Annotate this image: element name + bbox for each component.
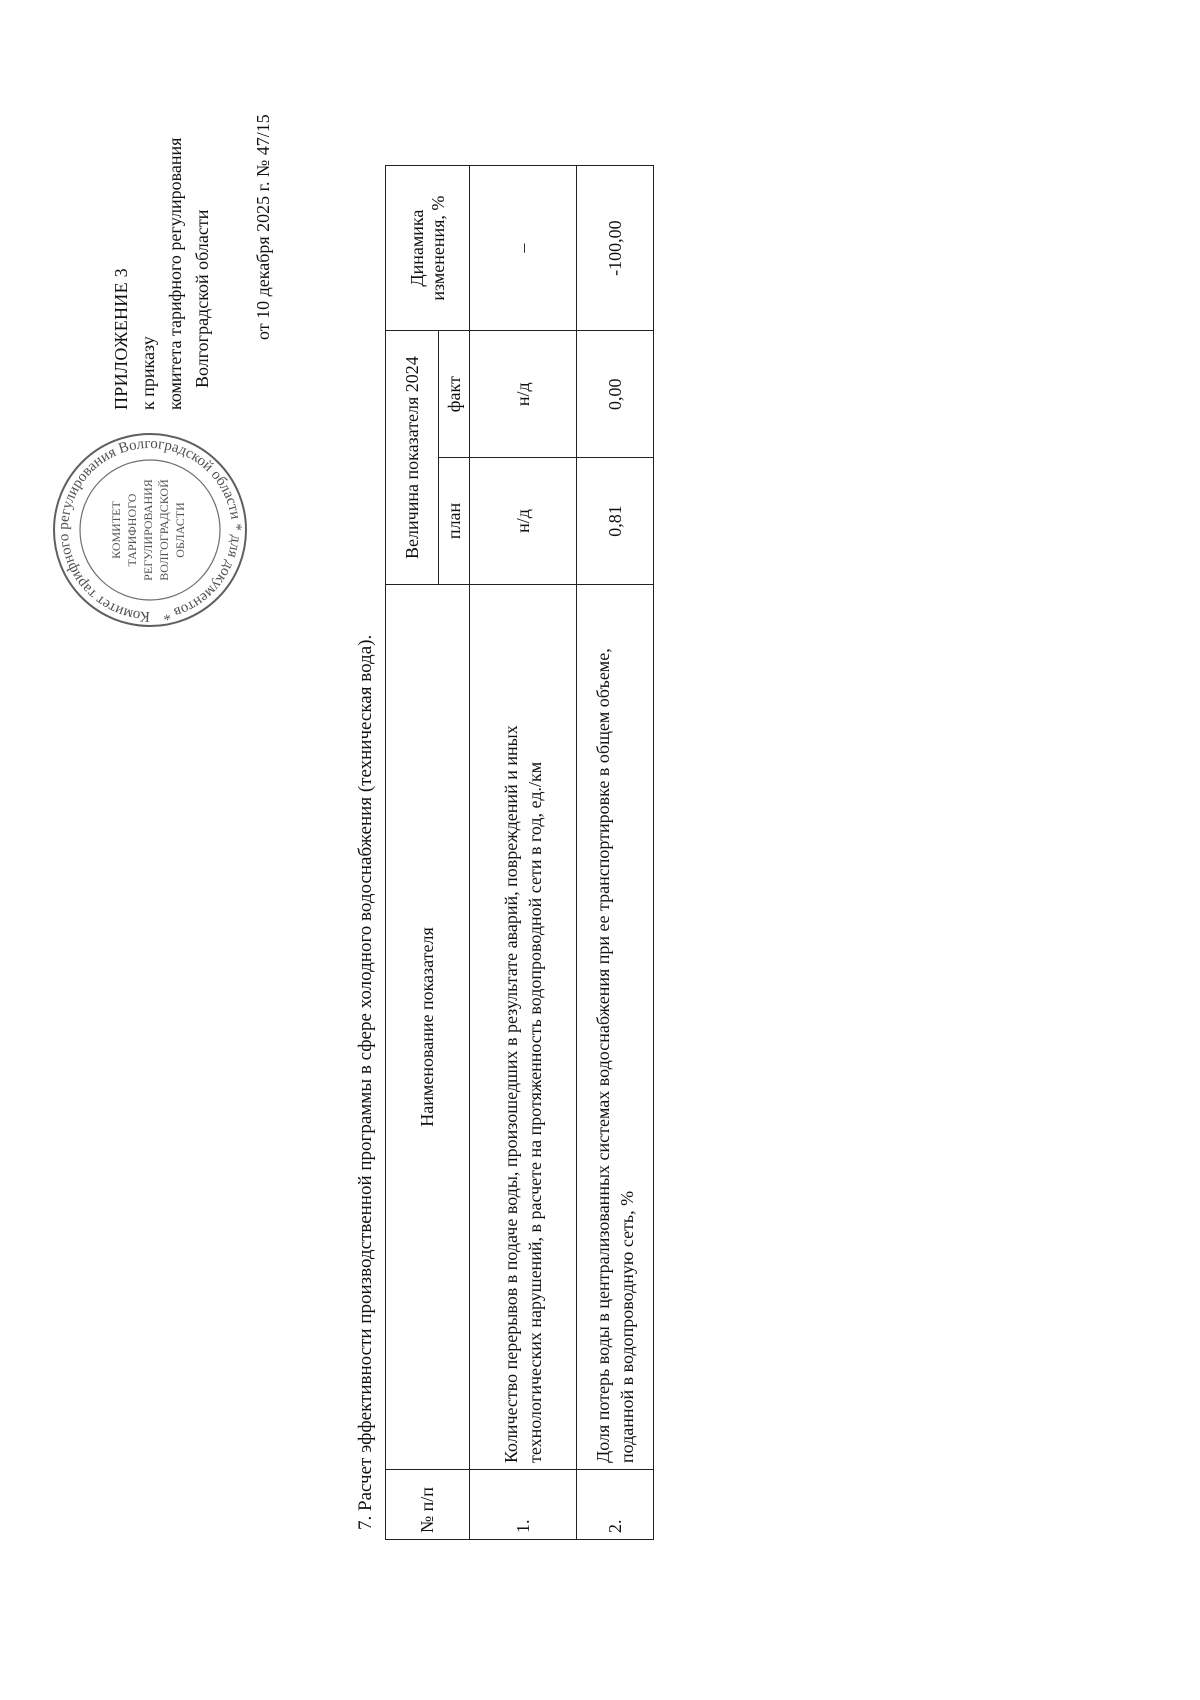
to-order-label: к приказу: [138, 336, 158, 410]
svg-text:Комитет тарифного регулировани: Комитет тарифного регулирования Волгоградской области * для документов *: [55, 435, 245, 625]
row-fact: 0,00: [577, 331, 654, 458]
row-fact: н/д: [470, 331, 577, 458]
committee-label: комитета тарифного регулирования: [165, 137, 185, 410]
region-label: Волгоградской области: [192, 209, 212, 388]
col-header-name: Наименование показателя: [386, 584, 470, 1469]
row-plan: н/д: [470, 458, 577, 585]
order-date: от 10 декабря 2025 г. № 47/15: [253, 114, 273, 340]
official-seal-stamp: [50, 430, 250, 630]
appendix-label: ПРИЛОЖЕНИЕ 3: [111, 268, 131, 410]
col-header-plan: план: [439, 458, 470, 585]
row-name: Количество перерывов в подаче воды, произошедших в результате аварий, повреждений и иных технологических нарушений, в расчете на протяженность водопроводной сети в год, ед./км: [470, 584, 577, 1469]
row-num: 2.: [577, 1470, 654, 1540]
section-title: 7. Расчет эффективности производственной программы в сфере холодного водоснабжения (техническая вода).: [355, 634, 376, 1530]
svg-text:ТАРИФНОГО: ТАРИФНОГО: [125, 493, 139, 567]
svg-text:РЕГУЛИРОВАНИЯ: РЕГУЛИРОВАНИЯ: [141, 479, 155, 581]
row-plan: 0,81: [577, 458, 654, 585]
col-header-fact: факт: [439, 331, 470, 458]
col-header-value-group: Величина показателя 2024: [386, 331, 439, 585]
row-name: Доля потерь воды в централизованных системах водоснабжения при ее транспортировке в общем объеме, поданной в водопроводную сеть, %: [577, 584, 654, 1469]
col-header-num: № п/п: [386, 1470, 470, 1540]
row-dynamics: -100,00: [577, 166, 654, 331]
efficiency-table: [385, 165, 654, 1540]
svg-text:КОМИТЕТ: КОМИТЕТ: [109, 501, 123, 559]
svg-text:ВОЛГОГРАДСКОЙ: ВОЛГОГРАДСКОЙ: [157, 479, 171, 581]
table-row: [577, 166, 654, 1540]
row-num: 1.: [470, 1470, 577, 1540]
row-dynamics: –: [470, 166, 577, 331]
svg-text:ОБЛАСТИ: ОБЛАСТИ: [173, 502, 187, 558]
appendix-header: [108, 114, 277, 410]
col-header-dynamics: Динамика изменения, %: [386, 166, 470, 331]
table-row: [470, 166, 577, 1540]
